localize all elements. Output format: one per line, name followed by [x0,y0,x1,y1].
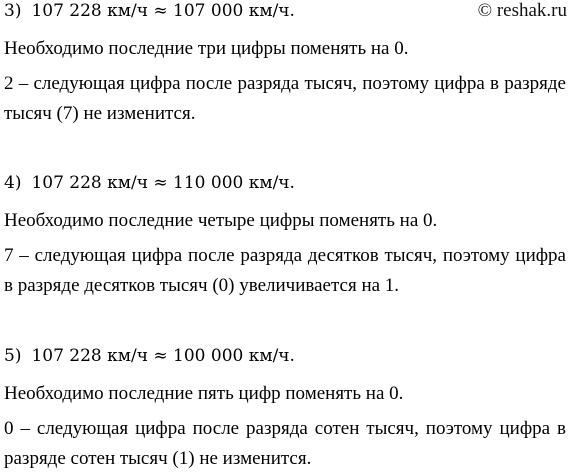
instruction-text: Необходимо последние три цифры поменять на 0. [4,38,409,59]
item-number: 5) [4,346,22,366]
watermark: © reshak.ru [477,0,567,21]
instruction-text: Необходимо последние пять цифр поменять на 0. [4,383,404,404]
explanation-text: 0 – следующая цифра после разряда сотен тысяч, поэтому цифра в разряде сотен тысяч (1) не изменится. [4,418,566,469]
instruction-text: Необходимо последние четыре цифры поменять на 0. [4,210,438,231]
solution-item-4 [4,172,566,301]
formula-text: 107 228 км/ч ≈ 110 000 км/ч. [31,173,295,193]
formula-line [4,0,566,22]
explanation-text: 7 – следующая цифра после разряда десятков тысяч, поэтому цифра в разряде десятков тысяч (0) увеличивается на 1. [4,245,566,296]
item-number: 3) [4,1,22,21]
formula-text: 107 228 км/ч ≈ 107 000 км/ч. [31,1,295,21]
formula-line [4,172,566,194]
item-number: 4) [4,173,22,193]
explanation-text: 2 – следующая цифра после разряда тысяч, поэтому цифра в разряде тысяч (7) не изменится. [4,73,566,124]
solution-item-5 [4,345,566,474]
formula-text: 107 228 км/ч ≈ 100 000 км/ч. [31,346,295,366]
formula-line [4,345,566,367]
solution-item-3 [4,0,566,129]
